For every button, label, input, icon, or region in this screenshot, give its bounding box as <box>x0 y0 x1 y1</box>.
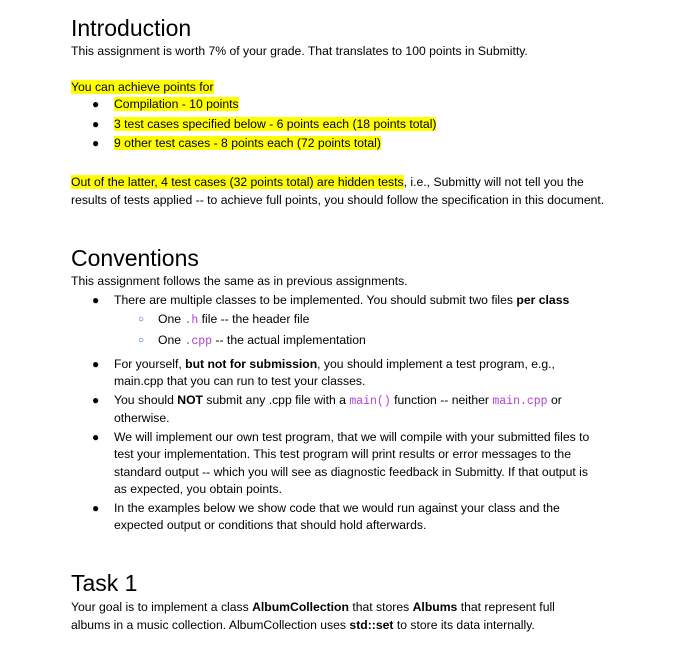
conventions-item-cont: main.cpp that you can run to test your classes. <box>114 374 366 388</box>
conventions-item-cont: as expected, you obtain points. <box>114 482 283 496</box>
bullet-icon: ● <box>92 501 100 515</box>
conventions-item: You should NOT submit any .cpp file with a main() function -- neither main.cpp or <box>114 393 562 408</box>
conventions-item-cont: otherwise. <box>114 411 170 425</box>
bullet-icon: ● <box>92 117 100 131</box>
sub-bullet-icon: ○ <box>138 314 145 325</box>
conventions-item: There are multiple classes to be implemented. You should submit two files per class <box>114 293 570 307</box>
conventions-item-cont: test your implementation. This test program will print results or error messages to the <box>114 447 571 461</box>
conventions-item: For yourself, but not for submission, you should implement a test program, e.g., <box>114 357 555 371</box>
sub-bullet-icon: ○ <box>138 335 145 346</box>
points-item: Compilation - 10 points <box>114 97 239 111</box>
bullet-icon: ● <box>92 357 100 371</box>
conventions-subitem: One .cpp -- the actual implementation <box>158 333 366 348</box>
points-item: 3 test cases specified below - 6 points each (18 points total) <box>114 117 437 131</box>
task1-heading: Task 1 <box>71 570 138 596</box>
bullet-icon: ● <box>92 136 100 150</box>
achieve-heading: You can achieve points for <box>71 80 214 94</box>
bullet-icon: ● <box>92 393 100 407</box>
bullet-icon: ● <box>92 430 100 444</box>
bullet-icon: ● <box>92 97 100 111</box>
hidden-tests-line-2: results of tests applied -- to achieve full points, you should follow the specification in this document. <box>71 193 605 207</box>
conventions-item: We will implement our own test program, that we will compile with your submitted files to <box>114 430 590 444</box>
introduction-heading: Introduction <box>71 15 192 41</box>
worth-line: This assignment is worth 7% of your grade. That translates to 100 points in Submitty. <box>71 44 528 58</box>
conventions-intro: This assignment follows the same as in previous assignments. <box>71 274 408 288</box>
conventions-subitem: One .h file -- the header file <box>158 312 310 327</box>
conventions-item-cont: standard output -- which you will see as diagnostic feedback in Submitty. If that output is <box>114 465 588 479</box>
hidden-tests-line: Out of the latter, 4 test cases (32 points total) are hidden tests, i.e., Submitty will not tell you the <box>71 175 584 189</box>
points-item: 9 other test cases - 8 points each (72 points total) <box>114 136 381 150</box>
task1-line-2: albums in a music collection. AlbumCollection uses std::set to store its data internally. <box>71 618 535 632</box>
bullet-icon: ● <box>92 293 100 307</box>
conventions-item-cont: expected output or conditions that should hold afterwards. <box>114 518 427 532</box>
conventions-heading: Conventions <box>71 245 199 271</box>
task1-line: Your goal is to implement a class AlbumCollection that stores Albums that represent full <box>71 600 555 614</box>
conventions-item: In the examples below we show code that we would run against your class and the <box>114 501 560 515</box>
